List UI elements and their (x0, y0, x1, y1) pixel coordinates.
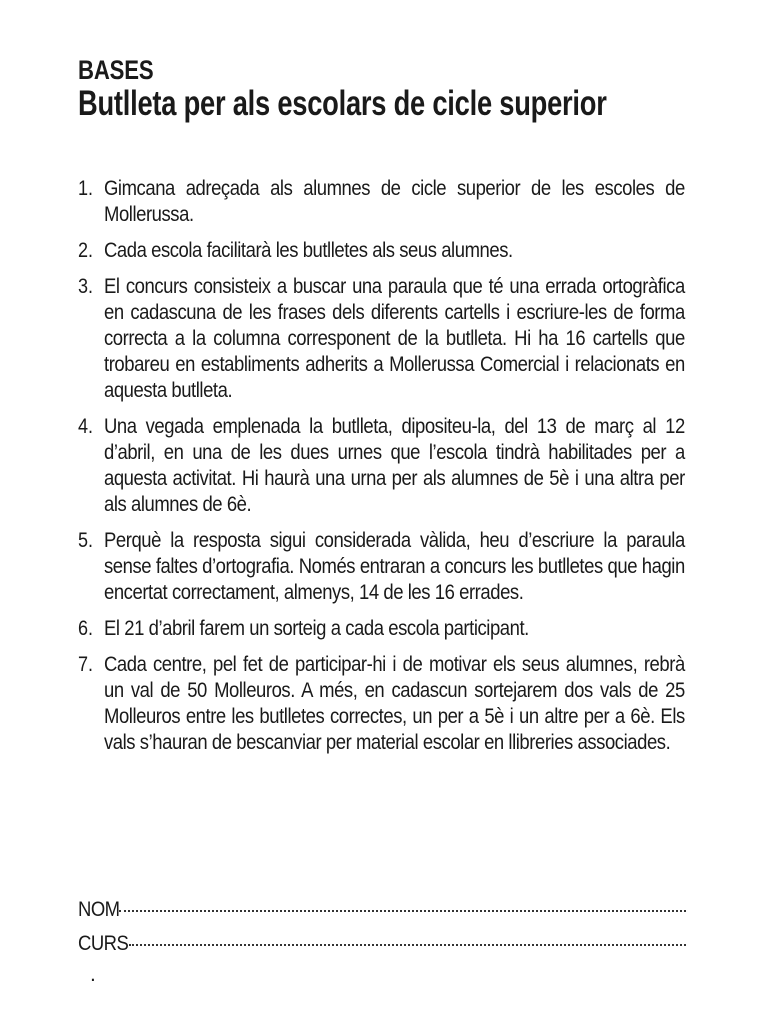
rule-number: 3. (78, 275, 94, 298)
rule-text: El 21 d’abril farem un sorteig a cada escola participant. (104, 617, 529, 640)
rule-item (78, 528, 686, 606)
section-title: BASES (78, 55, 154, 85)
rule-item (78, 616, 686, 642)
rule-item (78, 652, 686, 756)
curs-fill-line[interactable] (129, 942, 686, 946)
rule-number: 2. (78, 239, 94, 262)
rules-list (78, 176, 686, 766)
entry-form (78, 897, 686, 985)
trailing-dot: . (90, 963, 96, 986)
rule-text: Cada centre, pel fet de participar-hi i de motivar els seus alumnes, rebrà un val de 50 Molleuros. A més, en cadascun sortejarem dos vals de 25 Molleuros entre les butlletes correctes, un per a 5è i un altre per a 6è. Els vals s’hauran de bescanviar per material escolar en llibreries associades. (104, 653, 685, 754)
curs-row (78, 931, 686, 965)
rule-text: Cada escola facilitarà les butlletes als seus alumnes. (104, 239, 513, 262)
rule-number: 6. (78, 617, 94, 640)
nom-row (78, 897, 686, 931)
rule-number: 5. (78, 529, 94, 552)
rule-item (78, 414, 686, 518)
rule-number: 4. (78, 415, 94, 438)
nom-label: NOM (78, 898, 120, 921)
rule-number: 1. (78, 177, 94, 200)
nom-fill-line[interactable] (119, 908, 686, 912)
rule-text: Perquè la resposta sigui considerada vàlida, heu d’escriure la paraula sense faltes d’ortografia. Només entraran a concurs les butlletes que hagin encertat correctament, almenys, 14 de les 16 errades. (104, 529, 685, 604)
rule-text: Gimcana adreçada als alumnes de cicle superior de les escoles de Mollerussa. (104, 177, 685, 226)
rule-number: 7. (78, 653, 94, 676)
rule-item (78, 274, 686, 404)
page-title: Butlleta per als escolars de cicle superior (78, 84, 607, 123)
rule-text: El concurs consisteix a buscar una paraula que té una errada ortogràfica en cadascuna de les frases dels diferents cartells i escriure-les de forma correcta a la columna corresponent de la butlleta. Hi ha 16 cartells que trobareu en establiments adherits a Mollerussa Comercial i relacionats en aquesta butlleta. (104, 275, 685, 402)
curs-label: CURS (78, 932, 129, 955)
rule-item (78, 238, 686, 264)
rule-item (78, 176, 686, 228)
rule-text: Una vegada emplenada la butlleta, dipositeu-la, del 13 de març al 12 d’abril, en una de les dues urnes que l’escola tindrà habilitades per a aquesta activitat. Hi haurà una urna per als alumnes de 5è i una altra per als alumnes de 6è. (104, 415, 685, 516)
document-heading (78, 54, 718, 122)
